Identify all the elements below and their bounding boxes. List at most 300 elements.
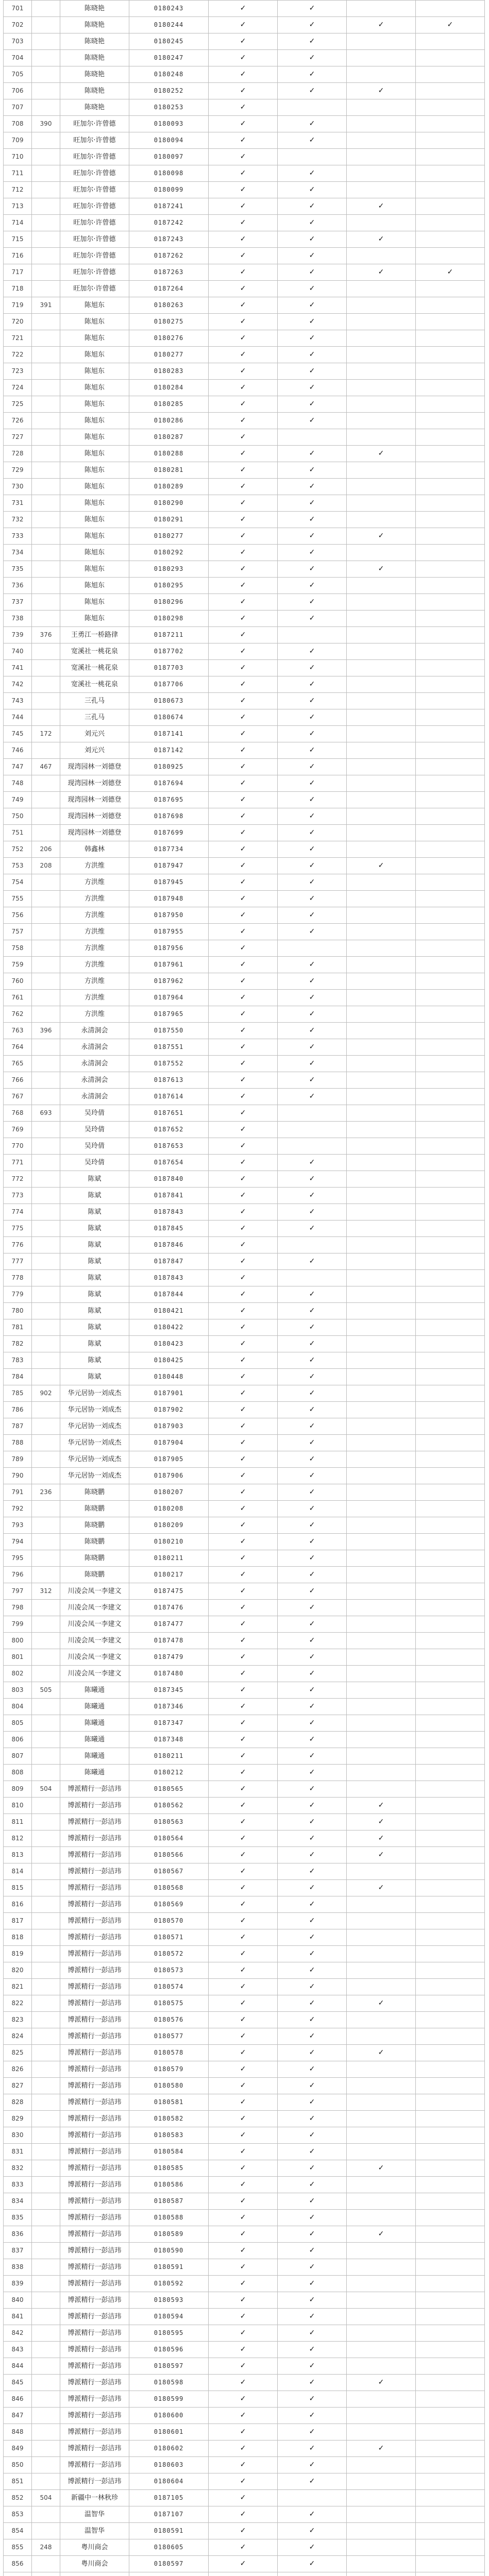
table-row <box>4 1847 485 1863</box>
holder-name: 永清洞会 <box>60 1023 129 1039</box>
year-2-check: ✓ <box>278 2226 347 2243</box>
row-number: 733 <box>4 528 32 545</box>
year-1-check: ✓ <box>209 2424 278 2441</box>
holder-name: 博派精行一彭洁玮 <box>60 2391 129 2408</box>
row-number: 840 <box>4 2292 32 2309</box>
holder-name: 陈斌 <box>60 1336 129 1352</box>
certificate-code: 0180564 <box>129 1831 209 1847</box>
table-row <box>4 775 485 792</box>
holder-name: 博派精行一彭洁玮 <box>60 2259 129 2276</box>
row-number: 780 <box>4 1303 32 1319</box>
year-3-check <box>347 1929 416 1946</box>
year-3-check <box>347 1138 416 1155</box>
holder-name: 博派精行一彭洁玮 <box>60 2243 129 2259</box>
certificate-code: 0180574 <box>129 1979 209 1995</box>
year-3-check <box>347 627 416 643</box>
year-4-check <box>416 2243 485 2259</box>
year-2-check: ✓ <box>278 2243 347 2259</box>
certificate-code: 0180212 <box>129 1765 209 1781</box>
certificate-code: 0187105 <box>129 2490 209 2506</box>
year-3-check <box>347 1270 416 1286</box>
group-number <box>32 1056 60 1072</box>
row-number: 827 <box>4 2078 32 2094</box>
row-number: 738 <box>4 611 32 627</box>
year-2-check: ✓ <box>278 495 347 512</box>
year-1-check: ✓ <box>209 1765 278 1781</box>
table-row <box>4 330 485 347</box>
table-row <box>4 1122 485 1138</box>
holder-name: 旺加尔·许曾德 <box>60 264 129 281</box>
year-1-check: ✓ <box>209 1517 278 1534</box>
certificate-code: 0180596 <box>129 2342 209 2358</box>
certificate-code: 0180586 <box>129 2177 209 2193</box>
year-4-check <box>416 2556 485 2572</box>
holder-name: 温智华 <box>60 2523 129 2539</box>
year-4-check <box>416 2391 485 2408</box>
row-number: 755 <box>4 891 32 907</box>
year-4-check <box>416 594 485 611</box>
row-number: 791 <box>4 1484 32 1501</box>
year-1-check: ✓ <box>209 2243 278 2259</box>
certificate-code: 0180298 <box>129 611 209 627</box>
year-2-check: ✓ <box>278 611 347 627</box>
year-4-check <box>416 363 485 380</box>
table-row <box>4 808 485 825</box>
certificate-code: 0187846 <box>129 1237 209 1253</box>
year-2-check: ✓ <box>278 17 347 33</box>
row-number: 781 <box>4 1319 32 1336</box>
year-4-check <box>416 1451 485 1468</box>
holder-name: 现湾园林一刘德登 <box>60 759 129 775</box>
row-number: 776 <box>4 1237 32 1253</box>
row-number: 744 <box>4 709 32 726</box>
table-row <box>4 363 485 380</box>
group-number: 391 <box>32 297 60 314</box>
year-4-check <box>416 1633 485 1649</box>
group-number <box>32 808 60 825</box>
table-row <box>4 693 485 709</box>
year-1-check: ✓ <box>209 1896 278 1913</box>
certificate-code: 0187141 <box>129 726 209 742</box>
year-3-check <box>347 2210 416 2226</box>
year-1-check: ✓ <box>209 1847 278 1863</box>
year-3-check <box>347 1550 416 1567</box>
group-number <box>32 1006 60 1023</box>
year-2-check: ✓ <box>278 1517 347 1534</box>
row-number: 714 <box>4 215 32 231</box>
table-row <box>4 1023 485 1039</box>
row-number: 742 <box>4 676 32 693</box>
year-4-check <box>416 215 485 231</box>
group-number: 376 <box>32 627 60 643</box>
year-1-check: ✓ <box>209 413 278 429</box>
year-2-check: ✓ <box>278 2408 347 2424</box>
holder-name: 旺加尔·许曾德 <box>60 116 129 132</box>
row-number: 701 <box>4 1 32 17</box>
year-3-check <box>347 1715 416 1732</box>
holder-name: 旺加尔·许曾德 <box>60 165 129 182</box>
year-2-check: ✓ <box>278 1946 347 1962</box>
table-row <box>4 314 485 330</box>
holder-name: 博派精行一彭洁玮 <box>60 2193 129 2210</box>
year-4-check <box>416 2094 485 2111</box>
certificate-code: 0180565 <box>129 1781 209 1798</box>
holder-name: 博派精行一彭洁玮 <box>60 2342 129 2358</box>
group-number <box>32 2292 60 2309</box>
holder-name: 刘元兴 <box>60 726 129 742</box>
table-row <box>4 1962 485 1979</box>
certificate-code: 0187475 <box>129 1583 209 1600</box>
group-number <box>32 1517 60 1534</box>
year-2-check: ✓ <box>278 1633 347 1649</box>
year-3-check <box>347 1583 416 1600</box>
certificate-code: 0180591 <box>129 2259 209 2276</box>
year-2-check: ✓ <box>278 1600 347 1616</box>
year-1-check: ✓ <box>209 1863 278 1880</box>
year-4-check <box>416 1056 485 1072</box>
year-1-check: ✓ <box>209 512 278 528</box>
year-3-check: ✓ <box>347 1995 416 2012</box>
certificate-code: 0187845 <box>129 1221 209 1237</box>
year-3-check <box>347 182 416 198</box>
holder-name: 宽溪社一桃花泉 <box>60 643 129 660</box>
year-3-check <box>347 676 416 693</box>
holder-name: 川凌会凤一李建文 <box>60 1616 129 1633</box>
table-row <box>4 1550 485 1567</box>
holder-name: 方洪维 <box>60 874 129 891</box>
year-3-check <box>347 825 416 841</box>
year-2-check: ✓ <box>278 775 347 792</box>
year-2-check: ✓ <box>278 1682 347 1699</box>
year-1-check: ✓ <box>209 2556 278 2572</box>
row-number: 786 <box>4 1402 32 1418</box>
group-number <box>32 2061 60 2078</box>
year-1-check: ✓ <box>209 693 278 709</box>
year-2-check: ✓ <box>278 380 347 396</box>
row-number: 820 <box>4 1962 32 1979</box>
holder-name: 方洪维 <box>60 924 129 940</box>
group-number <box>32 99 60 116</box>
year-4-check <box>416 1715 485 1732</box>
year-1-check: ✓ <box>209 1138 278 1155</box>
year-1-check: ✓ <box>209 660 278 676</box>
holder-name: 博派精行一彭洁玮 <box>60 1913 129 1929</box>
year-4-check <box>416 1765 485 1781</box>
row-number: 763 <box>4 1023 32 1039</box>
year-2-check: ✓ <box>278 2309 347 2325</box>
year-4-check <box>416 1814 485 1831</box>
year-1-check: ✓ <box>209 1715 278 1732</box>
certificate-code: 0187950 <box>129 907 209 924</box>
table-row <box>4 1995 485 2012</box>
year-2-check: ✓ <box>278 2160 347 2177</box>
year-2-check: ✓ <box>278 594 347 611</box>
table-row <box>4 2424 485 2441</box>
row-number: 702 <box>4 17 32 33</box>
year-1-check: ✓ <box>209 1550 278 1567</box>
row-number: 848 <box>4 2424 32 2441</box>
row-number: 817 <box>4 1913 32 1929</box>
year-1-check: ✓ <box>209 2539 278 2556</box>
certificate-code: 0180291 <box>129 512 209 528</box>
certificate-code: 0187551 <box>129 1039 209 1056</box>
year-4-check <box>416 1006 485 1023</box>
group-number <box>32 2243 60 2259</box>
row-number: 838 <box>4 2259 32 2276</box>
year-2-check: ✓ <box>278 2457 347 2473</box>
row-number: 753 <box>4 858 32 874</box>
year-2-check: ✓ <box>278 1715 347 1732</box>
table-row <box>4 1583 485 1600</box>
year-2-check: ✓ <box>278 1732 347 1748</box>
certificate-code: 0187964 <box>129 990 209 1006</box>
year-1-check: ✓ <box>209 149 278 165</box>
holder-name: 永清洞会 <box>60 1089 129 1105</box>
certificate-code: 0187843 <box>129 1270 209 1286</box>
holder-name: 陈旭东 <box>60 314 129 330</box>
table-row <box>4 1682 485 1699</box>
year-1-check: ✓ <box>209 66 278 83</box>
group-number <box>32 2160 60 2177</box>
year-1-check: ✓ <box>209 528 278 545</box>
year-1-check: ✓ <box>209 2045 278 2061</box>
table-row <box>4 2111 485 2127</box>
row-number: 724 <box>4 380 32 396</box>
year-3-check <box>347 874 416 891</box>
group-number <box>32 1913 60 1929</box>
group-number <box>32 1336 60 1352</box>
year-3-check <box>347 1006 416 1023</box>
group-number: 396 <box>32 1023 60 1039</box>
holder-name: 博派精行一彭洁玮 <box>60 2358 129 2375</box>
year-1-check: ✓ <box>209 627 278 643</box>
year-2-check <box>278 627 347 643</box>
certificate-code: 0187242 <box>129 215 209 231</box>
year-1-check: ✓ <box>209 545 278 561</box>
year-3-check <box>347 479 416 495</box>
year-1-check: ✓ <box>209 2094 278 2111</box>
year-2-check: ✓ <box>278 1468 347 1484</box>
year-4-check <box>416 462 485 479</box>
year-3-check <box>347 1765 416 1781</box>
row-number: 708 <box>4 116 32 132</box>
row-number: 771 <box>4 1155 32 1171</box>
year-4-check <box>416 2375 485 2391</box>
year-2-check: ✓ <box>278 1748 347 1765</box>
year-3-check: ✓ <box>347 1847 416 1863</box>
year-4-check <box>416 2177 485 2193</box>
year-4-check <box>416 1995 485 2012</box>
year-1-check: ✓ <box>209 1105 278 1122</box>
year-1-check: ✓ <box>209 1666 278 1682</box>
year-2-check: ✓ <box>278 2276 347 2292</box>
table-row <box>4 2441 485 2457</box>
holder-name: 川凌会凤一李建文 <box>60 1633 129 1649</box>
year-2-check: ✓ <box>278 1781 347 1798</box>
year-2-check: ✓ <box>278 248 347 264</box>
year-4-check <box>416 1221 485 1237</box>
group-number <box>32 2457 60 2473</box>
table-row <box>4 198 485 215</box>
group-number <box>32 1369 60 1385</box>
year-1-check: ✓ <box>209 1188 278 1204</box>
year-4-check <box>416 2226 485 2243</box>
year-4-check <box>416 1286 485 1303</box>
holder-name: 博派精行一彭洁玮 <box>60 2210 129 2226</box>
year-4-check <box>416 1946 485 1962</box>
year-3-check <box>347 2111 416 2127</box>
holder-name: 华元居协一刘成杰 <box>60 1451 129 1468</box>
year-4-check <box>416 1237 485 1253</box>
year-4-check <box>416 2160 485 2177</box>
certificate-code: 0180097 <box>129 149 209 165</box>
holder-name: 华元居协一刘成杰 <box>60 1402 129 1418</box>
year-4-check <box>416 2259 485 2276</box>
year-1-check: ✓ <box>209 314 278 330</box>
year-1-check: ✓ <box>209 1534 278 1550</box>
year-1-check: ✓ <box>209 2210 278 2226</box>
row-number: 768 <box>4 1105 32 1122</box>
certificate-code: 0180601 <box>129 2424 209 2441</box>
row-number: 805 <box>4 1715 32 1732</box>
year-3-check <box>347 215 416 231</box>
year-1-check: ✓ <box>209 17 278 33</box>
row-number: 823 <box>4 2012 32 2028</box>
certificate-code: 0180562 <box>129 1798 209 1814</box>
group-number <box>32 1155 60 1171</box>
holder-name: 博派精行一彭洁玮 <box>60 1896 129 1913</box>
year-4-check <box>416 281 485 297</box>
holder-name: 陈旭东 <box>60 495 129 512</box>
year-4-check <box>416 1155 485 1171</box>
table-row <box>4 709 485 726</box>
row-number: 775 <box>4 1221 32 1237</box>
year-3-check: ✓ <box>347 83 416 99</box>
certificate-code: 0187903 <box>129 1418 209 1435</box>
holder-name: 旺加尔·许曾德 <box>60 281 129 297</box>
year-4-check <box>416 1781 485 1798</box>
group-number <box>32 693 60 709</box>
certificate-code: 0180590 <box>129 2243 209 2259</box>
table-row <box>4 2490 485 2506</box>
year-4-check <box>416 50 485 66</box>
row-number: 760 <box>4 973 32 990</box>
year-1-check: ✓ <box>209 83 278 99</box>
year-1-check: ✓ <box>209 759 278 775</box>
holder-name: 博派精行一彭洁玮 <box>60 1995 129 2012</box>
year-2-check: ✓ <box>278 2210 347 2226</box>
year-4-check <box>416 2572 485 2576</box>
year-1-check: ✓ <box>209 792 278 808</box>
year-4-check <box>416 314 485 330</box>
year-3-check <box>347 2276 416 2292</box>
certificate-code: 0187654 <box>129 1155 209 1171</box>
year-1-check: ✓ <box>209 1567 278 1583</box>
year-2-check: ✓ <box>278 2259 347 2276</box>
row-number: 790 <box>4 1468 32 1484</box>
row-number: 842 <box>4 2325 32 2342</box>
table-row <box>4 940 485 957</box>
roster-table <box>3 0 485 2576</box>
year-2-check: ✓ <box>278 1385 347 1402</box>
year-4-check <box>416 858 485 874</box>
year-1-check: ✓ <box>209 281 278 297</box>
year-2-check: ✓ <box>278 413 347 429</box>
group-number <box>32 462 60 479</box>
certificate-code: 0180575 <box>129 1995 209 2012</box>
year-2-check: ✓ <box>278 1962 347 1979</box>
table-row <box>4 1303 485 1319</box>
holder-name: 陈旭东 <box>60 611 129 627</box>
year-4-check <box>416 1435 485 1451</box>
year-4-check <box>416 182 485 198</box>
year-2-check: ✓ <box>278 2061 347 2078</box>
group-number <box>32 363 60 380</box>
certificate-code: 0187614 <box>129 1089 209 1105</box>
holder-name: 华元居协一刘成杰 <box>60 1418 129 1435</box>
year-1-check: ✓ <box>209 1798 278 1814</box>
table-row <box>4 1451 485 1468</box>
certificate-code: 0180288 <box>129 446 209 462</box>
group-number <box>32 709 60 726</box>
table-row <box>4 2457 485 2473</box>
row-number: 783 <box>4 1352 32 1369</box>
year-3-check <box>347 1286 416 1303</box>
group-number <box>32 429 60 446</box>
table-row <box>4 50 485 66</box>
group-number <box>32 1880 60 1896</box>
holder-name: 博派精行一彭洁玮 <box>60 2408 129 2424</box>
group-number <box>32 2177 60 2193</box>
holder-name: 陈晓艳 <box>60 50 129 66</box>
certificate-code: 0187904 <box>129 1435 209 1451</box>
year-4-check <box>416 33 485 50</box>
year-2-check: ✓ <box>278 1188 347 1204</box>
year-4-check <box>416 808 485 825</box>
certificate-code: 0180595 <box>129 2325 209 2342</box>
year-3-check <box>347 2243 416 2259</box>
table-row <box>4 1732 485 1748</box>
table-row <box>4 132 485 149</box>
year-3-check <box>347 990 416 1006</box>
year-4-check <box>416 1913 485 1929</box>
year-4-check <box>416 116 485 132</box>
certificate-code: 0180287 <box>129 429 209 446</box>
year-3-check <box>347 1221 416 1237</box>
group-number <box>32 2375 60 2391</box>
year-4-check <box>416 2193 485 2210</box>
year-4-check <box>416 2127 485 2144</box>
table-row <box>4 594 485 611</box>
row-number: 762 <box>4 1006 32 1023</box>
holder-name: 博派精行一彭洁玮 <box>60 1946 129 1962</box>
year-2-check: ✓ <box>278 198 347 215</box>
row-number: 725 <box>4 396 32 413</box>
group-number <box>32 1270 60 1286</box>
holder-name: 华元居协一刘成杰 <box>60 1468 129 1484</box>
holder-name: 刘元兴 <box>60 742 129 759</box>
year-3-check <box>347 1534 416 1550</box>
row-number: 772 <box>4 1171 32 1188</box>
year-4-check <box>416 2523 485 2539</box>
certificate-code: 0180284 <box>129 380 209 396</box>
group-number <box>32 957 60 973</box>
year-2-check: ✓ <box>278 759 347 775</box>
certificate-code: 0187698 <box>129 808 209 825</box>
table-row <box>4 413 485 429</box>
row-number: 706 <box>4 83 32 99</box>
holder-name: 博派精行一彭洁玮 <box>60 2111 129 2127</box>
